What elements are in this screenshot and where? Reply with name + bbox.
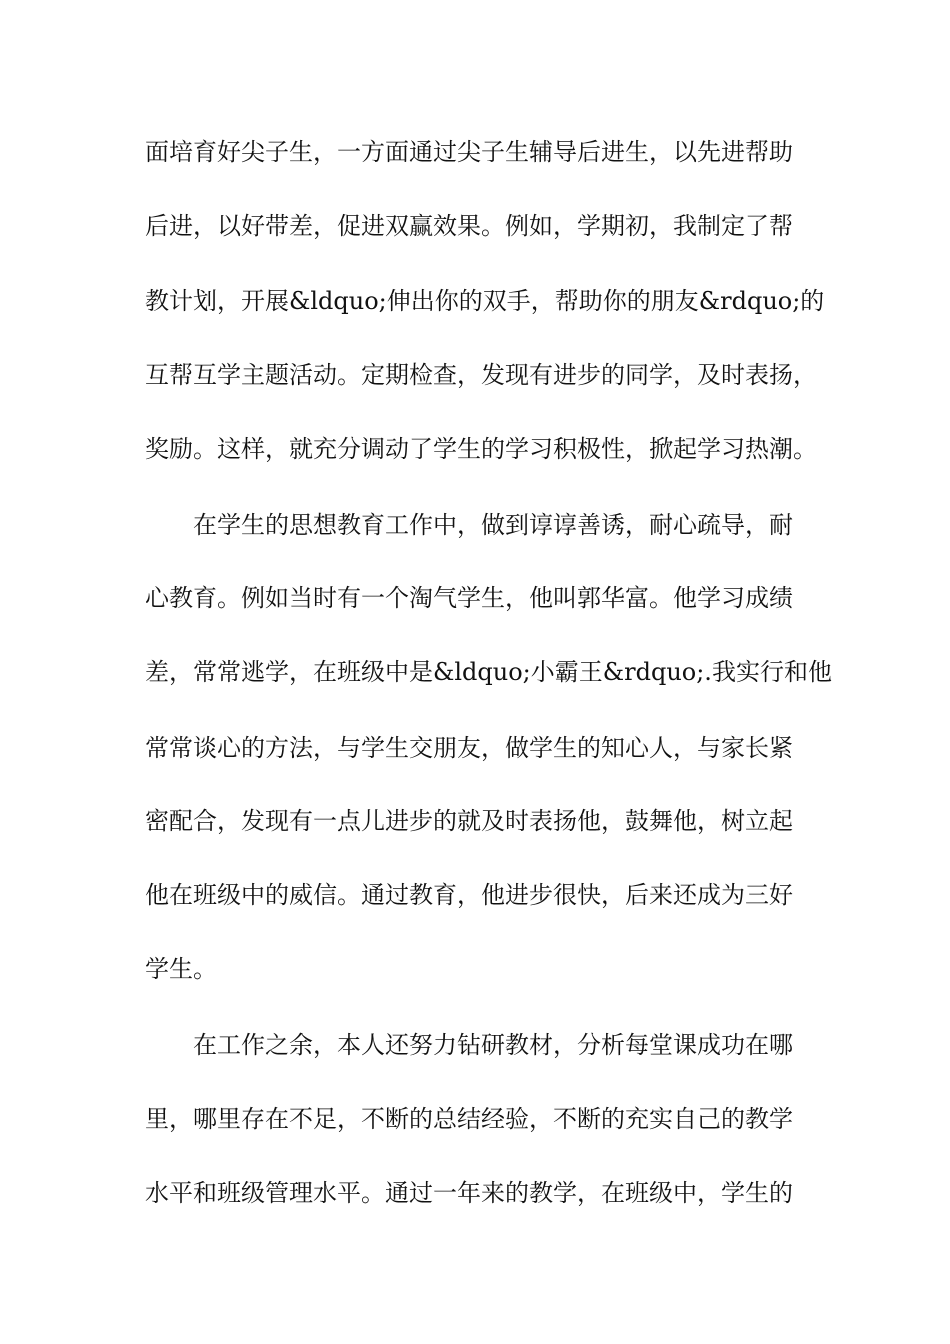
text-line: 教计划，开展&ldquo;伸出你的双手，帮助你的朋友&rdquo;的	[145, 287, 825, 315]
text-line: 后进，以好带差，促进双赢效果。例如，学期初，我制定了帮	[145, 212, 793, 240]
text-line: 水平和班级管理水平。通过一年来的教学，在班级中，学生的	[145, 1179, 793, 1207]
text-line: 面培育好尖子生，一方面通过尖子生辅导后进生，以先进帮助	[145, 138, 793, 166]
text-line: 心教育。例如当时有一个淘气学生，他叫郭华富。他学习成绩	[145, 584, 793, 612]
paragraph-start-line: 在学生的思想教育工作中，做到谆谆善诱，耐心疏导，耐	[193, 511, 793, 539]
text-line: 互帮互学主题活动。定期检查，发现有进步的同学，及时表扬，	[145, 361, 817, 389]
text-line: 里，哪里存在不足，不断的总结经验，不断的充实自己的教学	[145, 1105, 793, 1133]
text-line: 学生。	[145, 955, 217, 983]
text-line: 他在班级中的威信。通过教育，他进步很快，后来还成为三好	[145, 881, 793, 909]
text-line: 常常谈心的方法，与学生交朋友，做学生的知心人，与家长紧	[145, 734, 793, 762]
text-line: 奖励。这样，就充分调动了学生的学习积极性，掀起学习热潮。	[145, 435, 817, 463]
text-line: 差，常常逃学，在班级中是&ldquo;小霸王&rdquo;.我实行和他	[145, 658, 832, 686]
paragraph-start-line: 在工作之余，本人还努力钻研教材，分析每堂课成功在哪	[193, 1031, 793, 1059]
text-line: 密配合，发现有一点儿进步的就及时表扬他，鼓舞他，树立起	[145, 807, 793, 835]
